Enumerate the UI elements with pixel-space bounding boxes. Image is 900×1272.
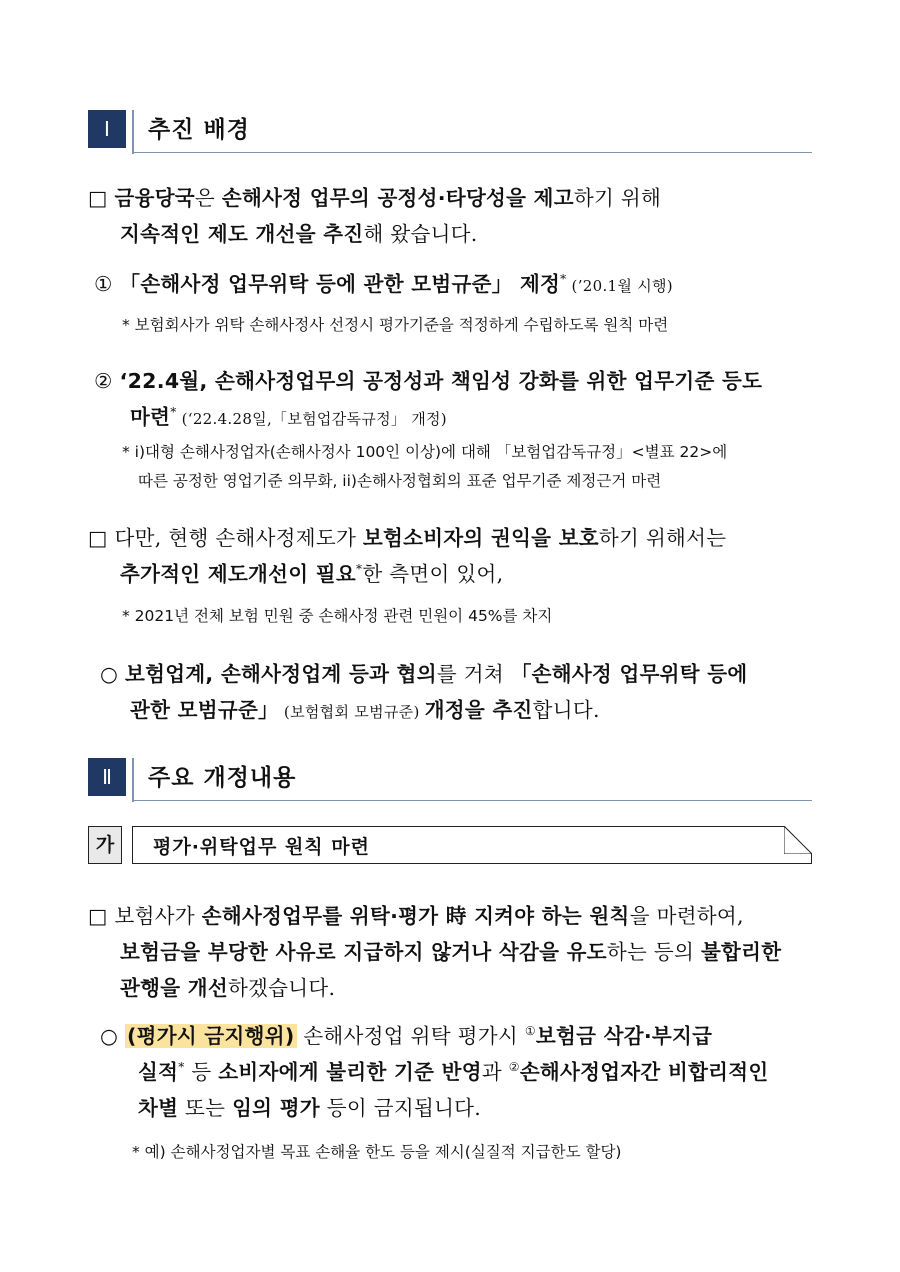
section-divider <box>132 110 134 154</box>
paragraph-line <box>100 1054 818 1090</box>
background-paragraph-2 <box>88 520 818 592</box>
background-paragraph-3 <box>100 656 818 730</box>
text: 은 <box>194 186 222 210</box>
text: 한 측면이 있어, <box>362 562 504 586</box>
text: (‘22.4.28일,「보험업감독규정」 개정) <box>176 410 447 428</box>
footnote-mark: * <box>356 562 363 577</box>
circled-number: ② <box>94 369 113 393</box>
text: 합니다. <box>532 698 600 722</box>
paragraph-line <box>88 970 818 1006</box>
note-2 <box>122 438 727 496</box>
text: 또는 <box>178 1096 233 1120</box>
note-3: * 2021년 전체 보험 민원 중 손해사정 관련 민원이 45%를 차지 <box>122 607 553 625</box>
bold-text: 마련 <box>130 405 171 429</box>
note-1: * 보험회사가 위탁 손해사정사 선정시 평가기준을 적정하게 수립하도록 원칙 마련 <box>122 316 669 334</box>
paragraph-line <box>88 898 818 934</box>
text: 하겠습니다. <box>227 976 336 1000</box>
text: 를 거쳐 <box>436 662 511 686</box>
note-line: * i)대형 손해사정업자(손해사정사 100인 이상)에 대해 「보험업감독규정」<별표 22>에 <box>122 443 728 461</box>
text: 해 왔습니다. <box>363 222 478 246</box>
text: 손해사정업 위탁 평가시 <box>296 1024 525 1048</box>
paragraph-line <box>88 934 818 970</box>
bold-text: 개정을 추진 <box>424 698 533 722</box>
section-2-number: Ⅱ <box>88 758 126 796</box>
bold-text: 보험금을 부당한 사유로 지급하지 않거나 삭감을 유도 <box>120 940 607 964</box>
circle-bullet: ○ <box>100 1024 119 1048</box>
bold-text: 추가적인 제도개선이 필요 <box>120 562 357 586</box>
circled-number: ① <box>524 1024 536 1039</box>
bold-text: 보험소비자의 권익을 보호 <box>362 526 599 550</box>
section-2-title: 주요 개정내용 <box>148 765 297 791</box>
subsection-title-box <box>132 826 812 864</box>
text: 보험사가 <box>114 904 202 928</box>
text: 등이 금지됩니다. <box>319 1096 482 1120</box>
circled-number: ② <box>508 1060 520 1075</box>
bold-text: 손해사정업자간 비합리적인 <box>519 1060 769 1084</box>
bold-text: 불합리한 <box>700 940 782 964</box>
footnote-mark: * <box>178 1060 185 1075</box>
bold-text: 지속적인 제도 개선을 추진 <box>120 222 364 246</box>
square-bullet: □ <box>88 186 108 210</box>
note-4: * 예) 손해사정업자별 목표 손해율 한도 등을 제시(실질적 지급한도 할당) <box>132 1143 622 1161</box>
square-bullet: □ <box>88 904 108 928</box>
circled-number: ① <box>94 272 113 296</box>
folded-corner-icon <box>784 826 812 854</box>
content-paragraph-1 <box>88 898 818 1006</box>
section-1-header <box>88 110 812 148</box>
bold-text: 관한 모범규준」 <box>130 698 279 722</box>
text: (’20.1월 시행) <box>566 277 673 295</box>
subsection-tag: 가 <box>88 826 122 864</box>
highlighted-label: (평가시 금지행위) <box>127 1024 295 1048</box>
note-line: 따른 공정한 영업기준 의무화, ii)손해사정협회의 표준 업무기준 제정근거 마련 <box>138 472 662 490</box>
section-underline <box>134 800 812 801</box>
item-2 <box>94 363 818 437</box>
paragraph-line <box>88 180 818 216</box>
paragraph-line <box>100 1090 818 1126</box>
subsection-title: 평가·위탁업무 원칙 마련 <box>153 836 370 858</box>
bold-text: 보험금 삭감·부지급 <box>535 1024 713 1048</box>
paragraph-line <box>94 363 818 399</box>
circle-bullet: ○ <box>100 662 119 686</box>
bold-text: 보험업계, 손해사정업계 등과 협의 <box>125 662 437 686</box>
bold-text: ‘22.4월, 손해사정업무의 공정성과 책임성 강화를 위한 업무기준 등도 <box>119 369 763 393</box>
bold-text: 관행을 개선 <box>120 976 228 1000</box>
footnote-mark: * <box>170 405 177 420</box>
text: 하는 등의 <box>606 940 701 964</box>
bold-text: 임의 평가 <box>232 1096 320 1120</box>
content-paragraph-2 <box>100 1018 818 1126</box>
bold-text: 소비자에게 불리한 기준 반영 <box>218 1060 482 1084</box>
text: (보험협회 모범규준) <box>278 703 425 721</box>
text: 등 <box>184 1060 219 1084</box>
bold-text: 실적 <box>138 1060 179 1084</box>
footnote-mark: * <box>560 272 567 287</box>
bold-text: 금융당국 <box>114 186 195 210</box>
text: 과 <box>481 1060 509 1084</box>
item-1 <box>94 266 824 304</box>
bold-text: 차별 <box>138 1096 179 1120</box>
paragraph-line <box>88 556 818 592</box>
subsection-header <box>88 826 812 866</box>
paragraph-line <box>88 216 818 252</box>
background-paragraph-1 <box>88 180 818 252</box>
section-underline <box>134 152 812 153</box>
paragraph-line <box>100 692 818 730</box>
text: 하기 위해서는 <box>598 526 727 550</box>
text: 을 마련하여, <box>629 904 744 928</box>
bold-text: 손해사정업무를 위탁·평가 時 지켜야 하는 원칙 <box>201 904 630 928</box>
text: 하기 위해 <box>573 186 662 210</box>
section-divider <box>132 758 134 802</box>
bold-text: 「손해사정 업무위탁 등에 관한 모범규준」 제정 <box>119 272 561 296</box>
section-1-title: 추진 배경 <box>148 117 250 143</box>
square-bullet: □ <box>88 526 108 550</box>
paragraph-line <box>100 656 818 692</box>
section-1-number: Ⅰ <box>88 110 126 148</box>
paragraph-line <box>88 520 818 556</box>
paragraph-line <box>94 399 818 437</box>
bold-text: 손해사정 업무의 공정성·타당성을 제고 <box>221 186 574 210</box>
bold-text: 「손해사정 업무위탁 등에 <box>510 662 748 686</box>
section-2-header <box>88 758 812 796</box>
text: 다만, 현행 손해사정제도가 <box>114 526 363 550</box>
paragraph-line <box>100 1018 818 1054</box>
